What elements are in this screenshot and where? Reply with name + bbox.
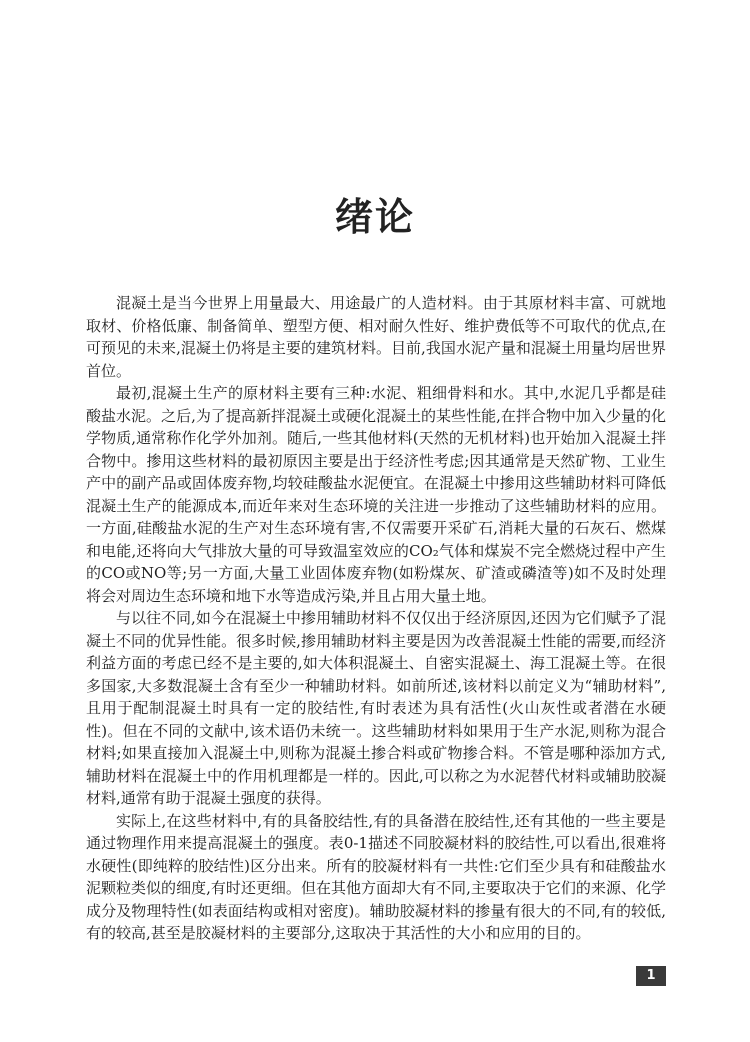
- paragraph-4: 实际上,在这些材料中,有的具备胶结性,有的具备潜在胶结性,还有其他的一些主要是通过物理作用来提高混凝土的强度。表0-1描述不同胶凝材料的胶结性,可以看出,很难将水硬性(即纯粹的胶结性)区分出来。所有的胶凝材料有一共性:它们至少具有和硅酸盐水泥颗粒类似的细度,有时还更细。但在其他方面却大有不同,主要取决于它们的来源、化学成分及物理特性(如表面结构或相对密度)。辅助胶凝材料的掺量有很大的不同,有的较低,有的较高,甚至是胶凝材料的主要部分,这取决于其活性的大小和应用的目的。: [86, 811, 666, 942]
- paragraph-2: 最初,混凝土生产的原材料主要有三种:水泥、粗细骨料和水。其中,水泥几乎都是硅酸盐水泥。之后,为了提高新拌混凝土或硬化混凝土的某些性能,在拌合物中加入少量的化学物质,通常称作化学外加剂。随后,一些其他材料(天然的无机材料)也开始加入混凝土拌合物中。掺用这些材料的最初原因主要是出于经济性考虑;因其通常是天然矿物、工业生产中的副产品或固体废弃物,均较硅酸盐水泥便宜。在混凝土中掺用这些辅助材料可降低混凝土生产的能源成本,而近年来对生态环境的关注进一步推动了这些辅助材料的应用。一方面,硅酸盐水泥的生产对生态环境有害,不仅需要开采矿石,消耗大量的石灰石、燃煤和电能,还将向大气排放大量的可导致温室效应的CO₂气体和煤炭不完全燃烧过程中产生的CO或NO等;另一方面,大量工业固体废弃物(如粉煤灰、矿渣或磷渣等)如不及时处理将会对周边生态环境和地下水等造成污染,并且占用大量土地。: [86, 384, 666, 605]
- page-number: 1: [636, 966, 666, 986]
- paragraph-1: 混凝土是当今世界上用量最大、用途最广的人造材料。由于其原材料丰富、可就地取材、价格低廉、制备简单、塑型方便、相对耐久性好、维护费低等不可取代的优点,在可预见的未来,混凝土仍将是主要的建筑材料。目前,我国水泥产量和混凝土用量均居世界首位。: [86, 294, 666, 380]
- body-text: [86, 292, 666, 945]
- page-title: 绪论: [334, 195, 415, 239]
- paragraph-3: 与以往不同,如今在混凝土中掺用辅助材料不仅仅出于经济原因,还因为它们赋予了混凝土不同的优异性能。很多时候,掺用辅助材料主要是因为改善混凝土性能的需要,而经济利益方面的考虑已经不是主要的,如大体积混凝土、自密实混凝土、海工混凝土等。在很多国家,大多数混凝土含有至少一种辅助材料。如前所述,该材料以前定义为“辅助材料”,且用于配制混凝土时具有一定的胶结性,有时表述为具有活性(火山灰性或者潜在水硬性)。但在不同的文献中,该术语仍未统一。这些辅助材料如果用于生产水泥,则称为混合材料;如果直接加入混凝土中,则称为混凝土掺合料或矿物掺合料。不管是哪种添加方式,辅助材料在混凝土中的作用机理都是一样的。因此,可以称之为水泥替代材料或辅助胶凝材料,通常有助于混凝土强度的获得。: [86, 609, 666, 807]
